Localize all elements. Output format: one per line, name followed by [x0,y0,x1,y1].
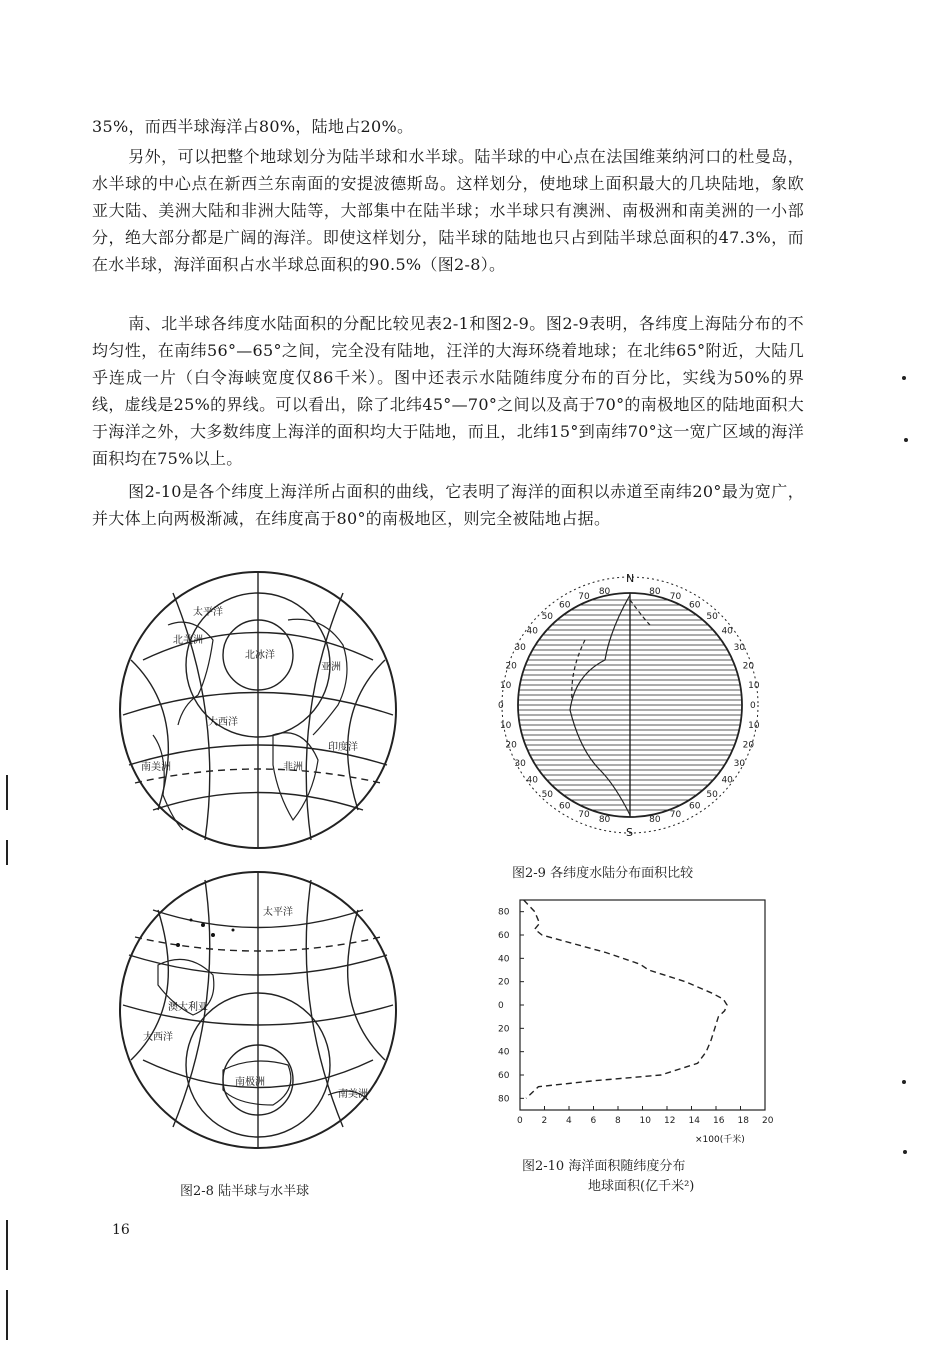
x-tick-label: 10 [639,1116,651,1126]
latitude-tick-right: 60 [689,801,701,812]
paragraph-1: 35%，而西半球海洋占80%，陆地占20%。 [92,117,414,136]
scan-edge-line [6,775,8,810]
latitude-tick-left: 80 [598,815,611,826]
paragraph-3-text: 南、北半球各纬度水陆面积的分配比较见表2-1和图2-9。图2-9表明，各纬度上海陆分布的不均匀性，在南纬56°—65°之间，完全没有陆地，汪洋的大海环绕着地球；在北纬65°附近，大陆几乎连成一片（白令海峡宽度仅86千米）。图中还表示水陆随纬度分布的百分比，实线为50%的界线，虚线是25%的界线。可以看出，除了北纬45°—70°之间以及高于70°的南极地区的陆地面积大于海洋之外，大多数纬度上海洋的面积均大于陆地，而且，北纬15°到南纬70°这一宽广区域的海洋面积均在75%以上。 [92,314,804,468]
latitude-tick-right: 50 [706,789,718,800]
latitude-tick-right: 40 [721,775,733,786]
x-tick-label: 0 [517,1116,523,1126]
x-tick-label: 16 [713,1116,725,1126]
fig-2-10-caption-line1: 图2-10 海洋面积随纬度分布 [522,1159,686,1174]
y-tick-label: 80 [498,907,510,918]
paragraph-4 [92,478,804,532]
label-pacific-water: 太平洋 [263,907,293,918]
latitude-tick-right: 10 [748,680,760,691]
x-tick-label: 20 [762,1116,774,1126]
x-tick-label: 8 [615,1116,621,1126]
scan-dot [904,438,908,442]
latitude-tick-left: 30 [514,643,526,654]
label-south-america-land: 南美洲 [141,762,171,773]
scan-dot [902,1080,906,1084]
y-tick-label: 20 [498,1024,510,1035]
latitude-tick-left: 20 [505,740,517,751]
latitude-tick-left: 40 [526,775,538,786]
paragraph-4-text: 图2-10是各个纬度上海洋所占面积的曲线，它表明了海洋的面积以赤道至南纬20°最为宽广，并大体上向两极渐减，在纬度高于80°的南极地区，则完全被陆地占据。 [92,482,804,528]
latitude-tick-right: 50 [706,612,718,623]
scan-dot [903,1150,907,1154]
latitude-tick-left: 50 [541,789,554,800]
scan-edge-line [6,840,8,865]
fig-2-9-caption: 图2-9 各纬度水陆分布面积比较 [512,866,694,881]
label-atlantic-water: 大西洋 [143,1032,173,1043]
label-south-america-water: 南美洲 [338,1089,368,1100]
x-tick-label: 12 [664,1116,676,1126]
scan-edge-line [6,1220,8,1270]
label-north-america: 北美洲 [173,635,203,646]
latitude-tick-left: 70 [578,592,590,603]
x-tick-label: 14 [688,1116,700,1126]
latitude-tick-right: 40 [721,626,733,637]
y-tick-label: 60 [498,931,510,941]
latitude-tick-left: 10 [499,680,512,691]
y-tick-label: 80 [498,1094,510,1105]
x-tick-label: 18 [737,1116,749,1126]
ocean-area-curve [524,900,727,1098]
latitude-tick-left: 60 [559,600,571,611]
label-africa: 非洲 [283,762,303,773]
page-number: 16 [112,1222,130,1238]
latitude-tick-right: 20 [742,740,755,751]
latitude-tick-left: 30 [514,758,526,769]
x-tick-label: 2 [541,1116,548,1126]
north-marker: N [626,572,635,585]
water-hemisphere-globe [113,865,403,1155]
label-australia: 澳大利亚 [168,1002,208,1013]
latitude-tick-right: 60 [689,600,701,611]
x-tick-label: 6 [590,1116,597,1126]
latitude-tick-right: 80 [649,586,661,597]
chart-frame [520,900,765,1110]
latitude-tick-right: 0 [750,701,756,711]
fig-2-8-caption: 图2-8 陆半球与水半球 [180,1184,310,1199]
y-tick-label: 20 [498,977,510,988]
label-atlantic-land: 大西洋 [208,717,238,728]
latitude-tick-left: 20 [505,661,517,672]
fig-2-10-caption-line2: 地球面积(亿千米²) [588,1179,695,1194]
latitude-tick-right: 70 [669,809,682,820]
latitude-tick-left: 50 [541,612,554,623]
latitude-tick-left: 10 [499,721,512,732]
paragraph-3 [92,310,804,472]
y-tick-label: 40 [498,954,510,965]
label-antarctica: 南极洲 [235,1077,265,1088]
latitude-tick-right: 70 [669,592,682,603]
y-tick-label: 60 [498,1071,510,1081]
scan-edge-line [6,1290,8,1340]
paragraph-2-text: 另外，可以把整个地球划分为陆半球和水半球。陆半球的中心点在法国维莱纳河口的杜曼岛，水半球的中心点在新西兰东南面的安提波德斯岛。这样划分，使地球上面积最大的几块陆地，象欧亚大陆、美洲大陆和非洲大陆等，大部集中在陆半球；水半球只有澳洲、南极洲和南美洲的一小部分，绝大部分都是广阔的海洋。即使这样划分，陆半球的陆地也只占到陆半球总面积的47.3%，而在水半球，海洋面积占水半球总面积的90.5%（图2-8）。 [92,147,804,274]
ocean-area-latitude-chart [490,890,780,1150]
latitude-tick-left: 0 [498,701,504,711]
y-tick-label: 0 [498,1001,504,1011]
latitude-tick-right: 80 [649,815,661,826]
label-asia: 亚洲 [321,662,341,673]
latitude-tick-left: 60 [559,801,571,812]
latitude-tick-right: 10 [748,721,760,732]
y-tick-label: 40 [498,1047,510,1058]
x-axis-unit: ×100(千米) [695,1135,745,1145]
latitude-tick-right: 30 [733,758,746,769]
paragraph-2 [92,143,804,278]
label-arctic: 北冰洋 [245,650,275,661]
latitude-tick-left: 70 [578,809,590,820]
land-hemisphere-globe [113,565,403,855]
x-tick-label: 4 [566,1116,572,1126]
latitude-land-water-globe [490,570,770,840]
scan-dot [902,376,906,380]
label-indian-ocean: 印度洋 [328,742,358,753]
latitude-tick-left: 80 [598,586,611,597]
latitude-tick-left: 40 [526,626,538,637]
latitude-tick-right: 20 [742,661,755,672]
latitude-tick-right: 30 [733,643,746,654]
south-marker: S [626,826,633,839]
label-pacific-land: 太平洋 [193,607,223,618]
